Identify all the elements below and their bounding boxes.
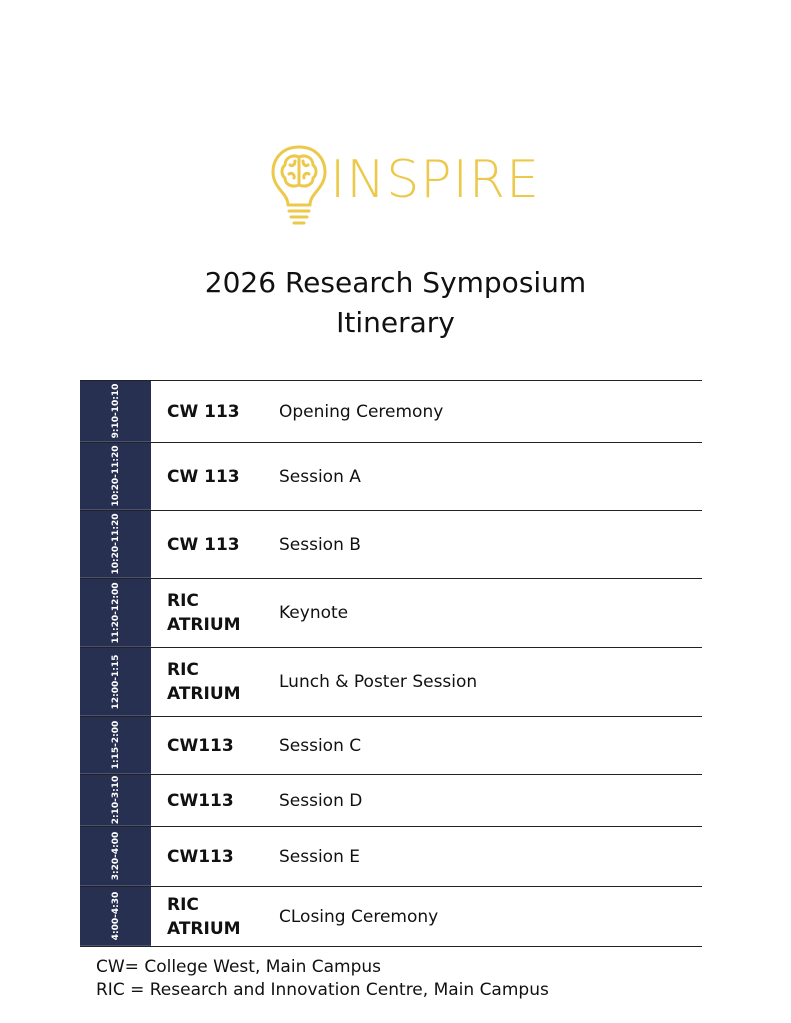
location-label: CW113 xyxy=(167,790,234,811)
time-cell xyxy=(80,775,151,826)
location-label: CW 113 xyxy=(167,466,240,487)
time-cell xyxy=(80,579,151,647)
event-label: Lunch & Poster Session xyxy=(279,672,478,692)
lightbulb-brain-icon xyxy=(268,142,330,226)
time-cell xyxy=(80,717,151,774)
time-label: 12:00-1:15 xyxy=(110,654,121,709)
location-label: CW 113 xyxy=(167,401,240,422)
time-label: 2:10-3:10 xyxy=(110,775,121,825)
event-label: CLosing Ceremony xyxy=(279,906,439,927)
itinerary-row xyxy=(80,717,702,775)
location-label: CW113 xyxy=(167,735,234,756)
event-label: Session A xyxy=(279,466,361,487)
itinerary-row xyxy=(80,887,702,947)
event-label: Session B xyxy=(279,534,361,555)
event-label: Session C xyxy=(279,735,362,756)
page-title: 2026 Research Symposium xyxy=(204,266,587,299)
time-label: 10:20-11:20 xyxy=(110,445,121,507)
time-label: 4:00-4:30 xyxy=(110,891,121,941)
time-label: 10:20-11:20 xyxy=(110,513,121,575)
event-label: Opening Ceremony xyxy=(279,401,444,422)
inspire-logo xyxy=(268,142,538,226)
legend-ric: RIC = Research and Innovation Centre, Main Campus xyxy=(96,980,549,1000)
itinerary-row xyxy=(80,648,702,717)
itinerary-row xyxy=(80,511,702,579)
time-cell xyxy=(80,827,151,886)
itinerary-row xyxy=(80,775,702,827)
event-label: Session E xyxy=(279,846,361,867)
event-label: Keynote xyxy=(279,603,349,623)
time-cell xyxy=(80,648,151,716)
itinerary-row xyxy=(80,827,702,887)
location-label: CW113 xyxy=(167,846,234,867)
time-label: 3:20-4:00 xyxy=(110,831,121,881)
time-label: 11:20-12:00 xyxy=(110,581,121,644)
time-cell xyxy=(80,887,151,946)
itinerary-table xyxy=(80,380,702,947)
location-label: CW 113 xyxy=(167,534,240,555)
page-subtitle: Itinerary xyxy=(336,306,455,339)
logo-wordmark: INSPIRE xyxy=(330,150,540,210)
time-cell xyxy=(80,511,151,578)
location-label: RIC ATRIUM xyxy=(167,894,241,939)
time-label: 1:15-2:00 xyxy=(110,720,121,770)
location-label: RIC ATRIUM xyxy=(167,591,241,635)
time-label: 9:10-10:10 xyxy=(110,383,121,439)
legend-cw: CW= College West, Main Campus xyxy=(96,957,382,977)
time-cell xyxy=(80,443,151,510)
location-label: RIC ATRIUM xyxy=(167,660,241,704)
time-cell xyxy=(80,381,151,442)
itinerary-row xyxy=(80,380,702,443)
event-label: Session D xyxy=(279,790,363,811)
itinerary-row xyxy=(80,443,702,511)
itinerary-row xyxy=(80,579,702,648)
